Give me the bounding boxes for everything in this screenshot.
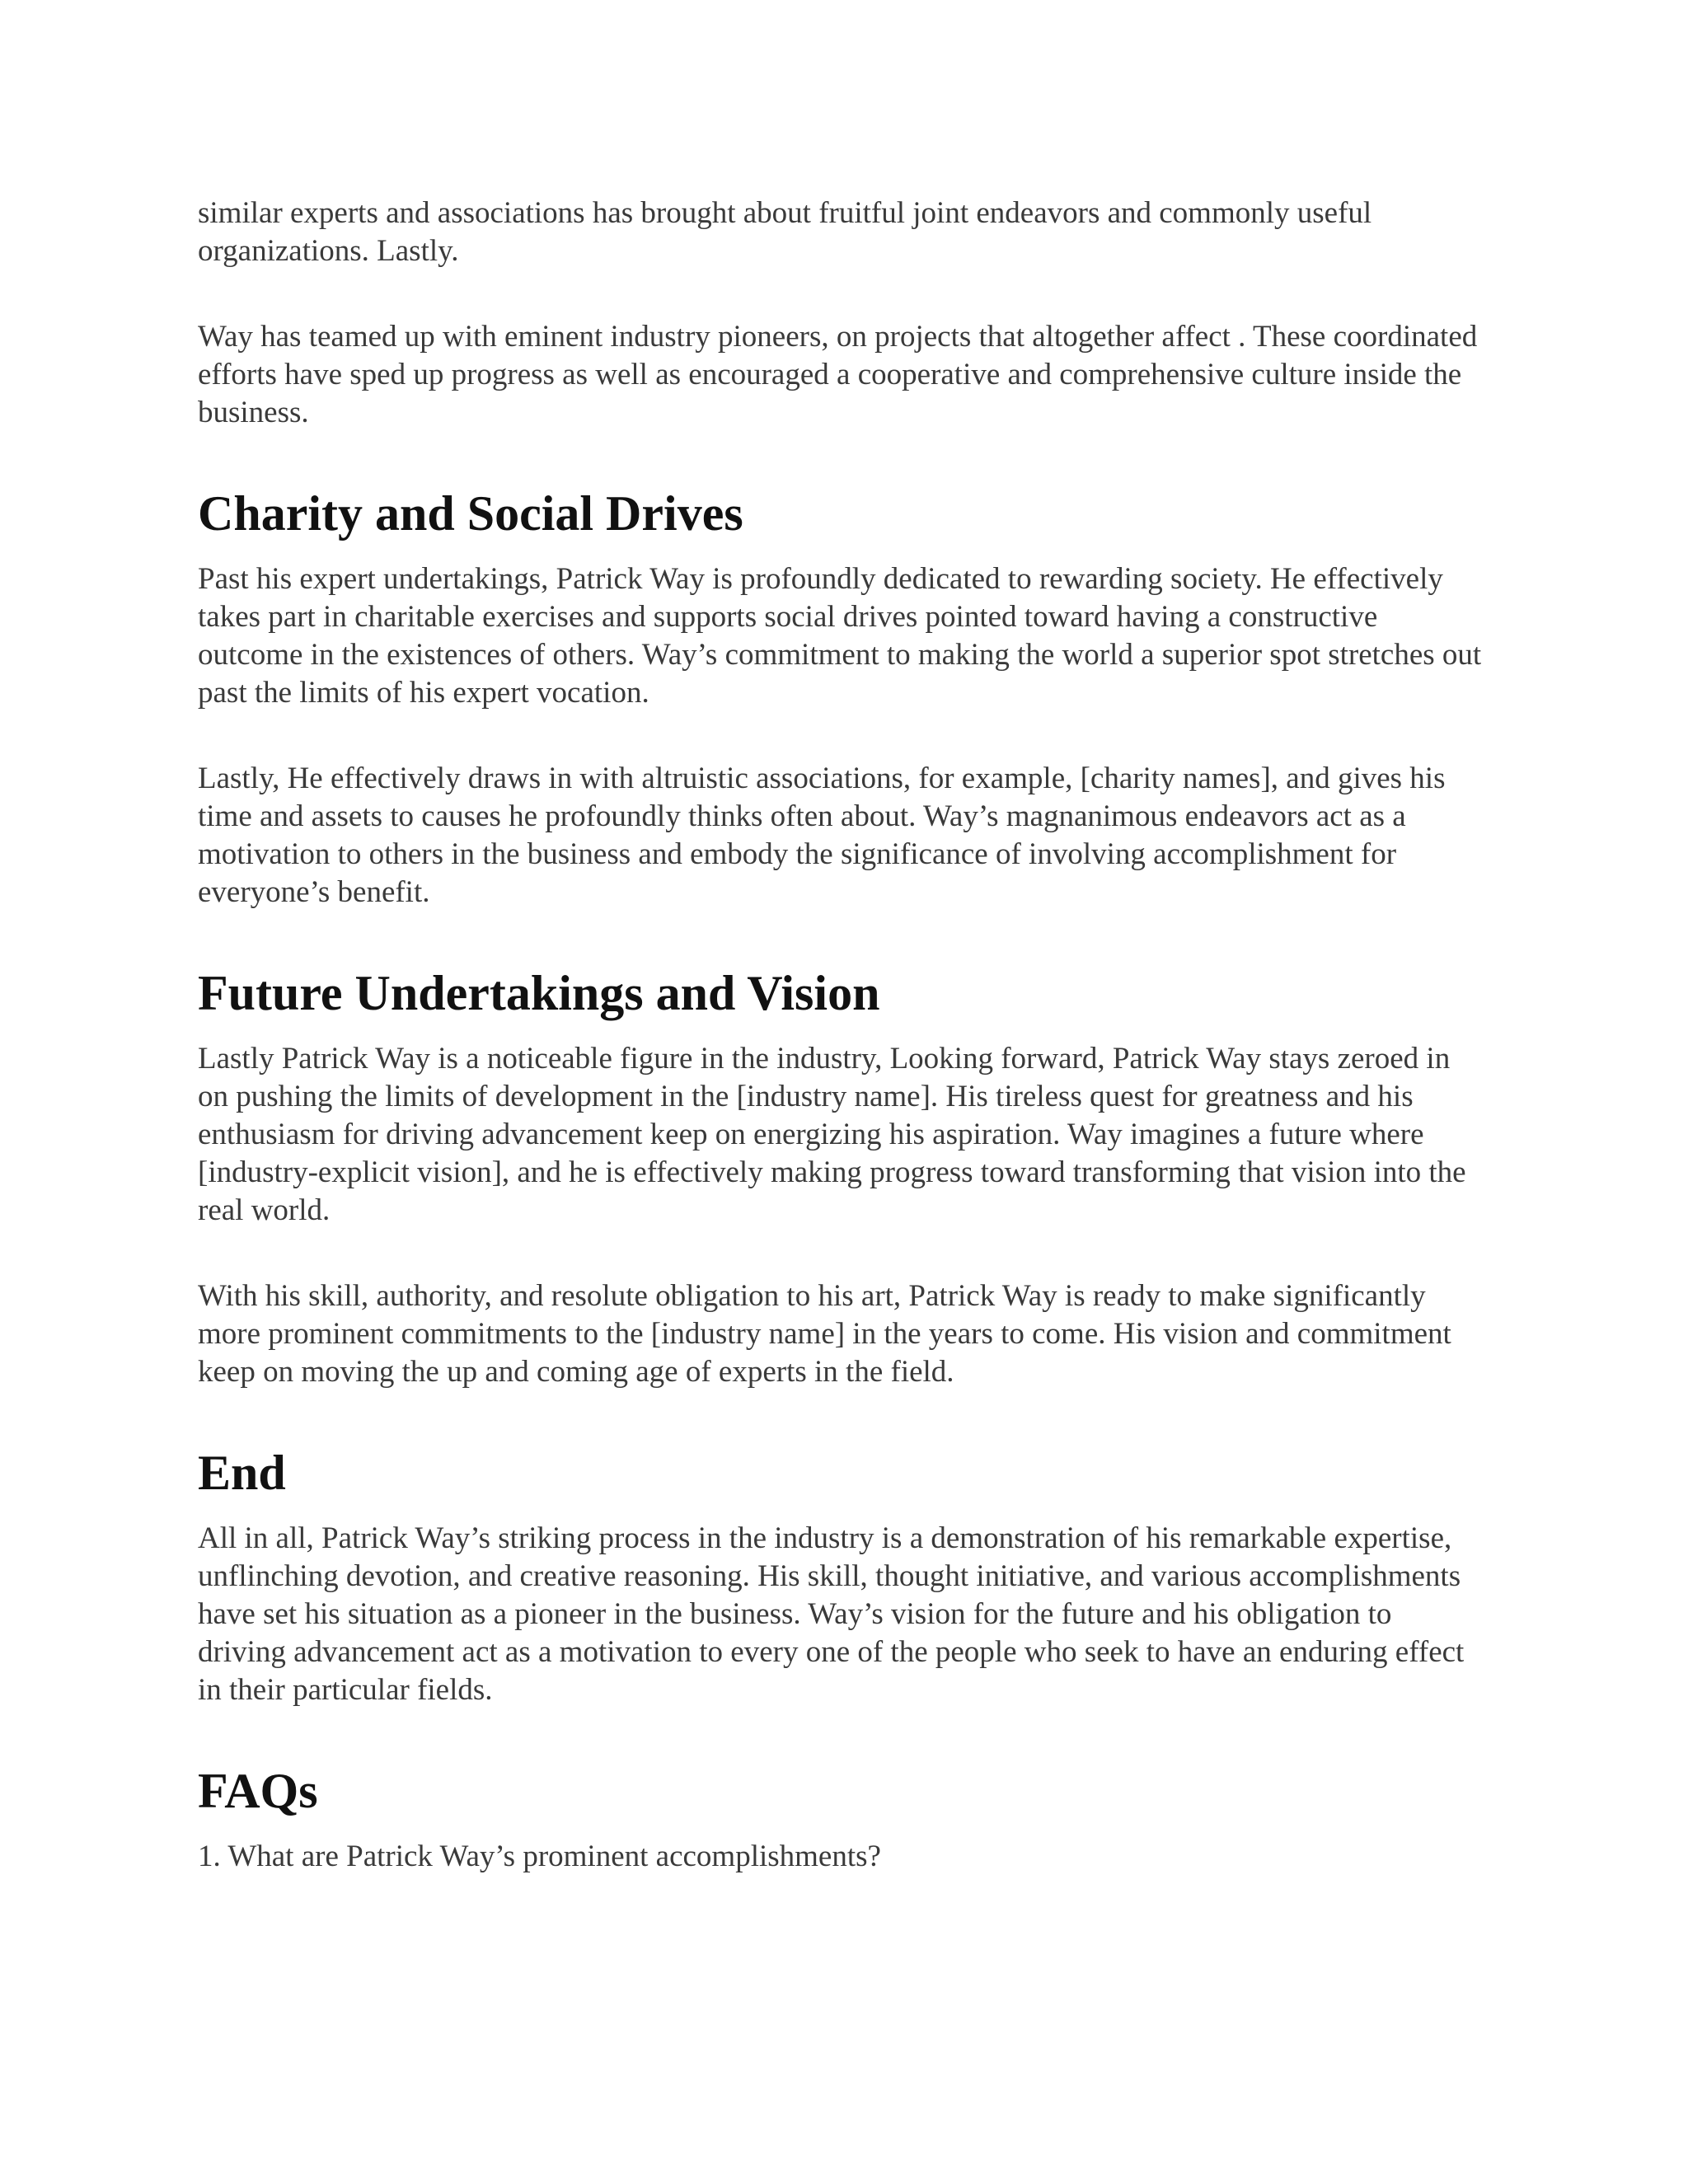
- faq-question: 1. What are Patrick Way’s prominent accomplishments?: [198, 1840, 881, 1873]
- section-heading-future: Future Undertakings and Vision: [198, 966, 880, 1020]
- end-paragraph-1: All in all, Patrick Way’s striking process in the industry is a demonstration of his remarkable expertise, unflinching devotion, and creative reasoning. His skill, thought initiative, and various accomplishments have set his situation as a pioneer in the business. Way’s vision for the future and his obligation to driving advancement act as a motivation to every one of the people who seek to have an enduring effect in their particular fields.: [198, 1521, 1465, 1707]
- section-charity: [198, 485, 1484, 912]
- intro-paragraph-1: similar experts and associations has brought about fruitful joint endeavors and commonly useful organizations. Lastly.: [198, 196, 1372, 268]
- section-end: [198, 1444, 1484, 1709]
- section-future: [198, 964, 1484, 1391]
- document-page: [198, 194, 1484, 1876]
- future-paragraph-2: With his skill, authority, and resolute obligation to his art, Patrick Way is ready to make significantly more prominent commitments to the [industry name] in the years to come. His vision and commitment keep on moving the up and coming age of experts in the field.: [198, 1279, 1451, 1389]
- section-heading-faqs: FAQs: [198, 1764, 318, 1818]
- charity-paragraph-1: Past his expert undertakings, Patrick Way is profoundly dedicated to rewarding society. He effectively takes part in charitable exercises and supports social drives pointed toward having a constructive outcome in the existences of others. Way’s commitment to making the world a superior spot stretches out past the limits of his expert vocation.: [198, 562, 1482, 710]
- intro-paragraph-2: Way has teamed up with eminent industry pioneers, on projects that altogether affect . These coordinated efforts have sped up progress as well as encouraged a cooperative and comprehensive culture inside the business.: [198, 320, 1478, 429]
- section-faqs: [198, 1762, 1484, 1876]
- charity-paragraph-2: Lastly, He effectively draws in with altruistic associations, for example, [charity names], and gives his time and assets to causes he profoundly thinks often about. Way’s magnanimous endeavors act as a motivation to others in the business and embody the significance of involving accomplishment for everyone’s benefit.: [198, 762, 1446, 909]
- section-heading-charity: Charity and Social Drives: [198, 486, 743, 541]
- future-paragraph-1: Lastly Patrick Way is a noticeable figure in the industry, Looking forward, Patrick Way stays zeroed in on pushing the limits of development in the [industry name]. His tireless quest for greatness and his enthusiasm for driving advancement keep on energizing his aspiration. Way imagines a future where [industry-explicit vision], and he is effectively making progress toward transforming that vision into the real world.: [198, 1042, 1466, 1227]
- section-heading-end: End: [198, 1446, 286, 1500]
